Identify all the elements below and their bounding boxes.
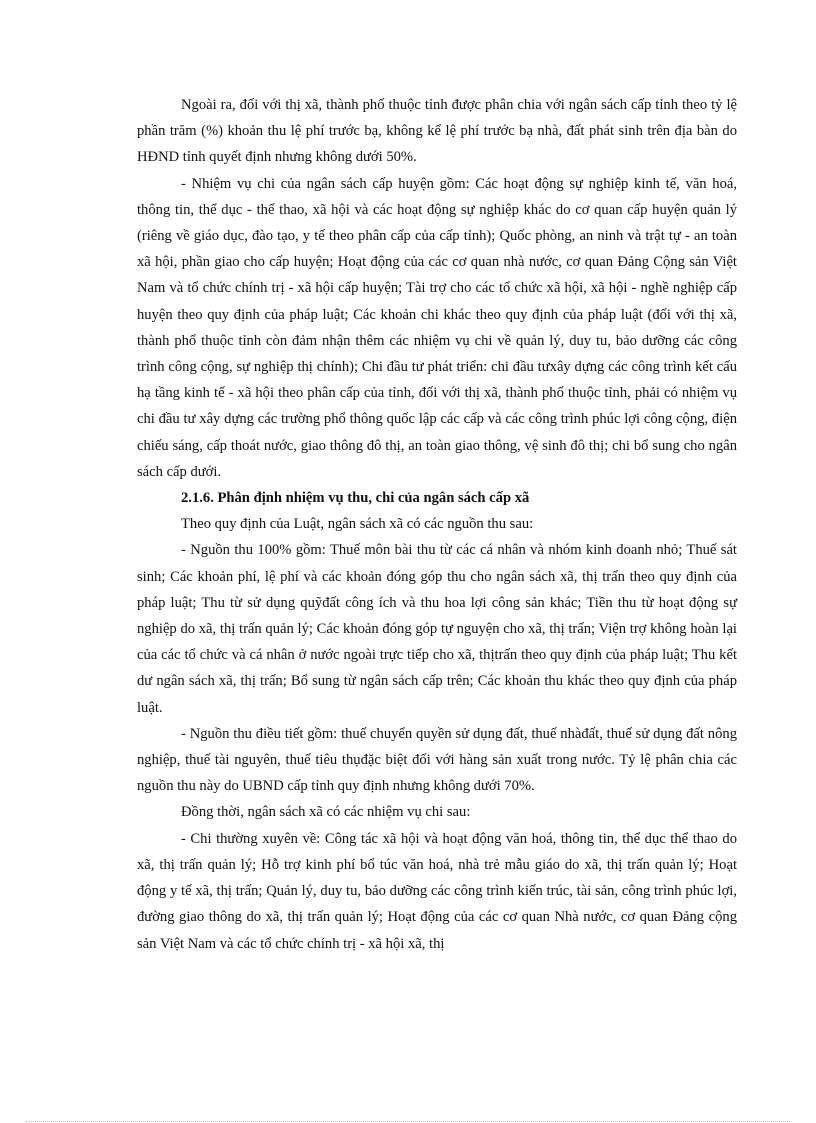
paragraph-registration-fee: Ngoài ra, đối với thị xã, thành phố thuộc tỉnh được phân chia với ngân sách cấp tỉnh theo tỷ lệ phần trăm (%) khoản thu lệ phí trước bạ, không kể lệ phí trước bạ nhà, đất phát sinh trên địa bàn do HĐND tỉnh quyết định nhưng không dưới 50%. — [137, 97, 737, 166]
paragraph-district-expenditure: - Nhiệm vụ chi của ngân sách cấp huyện gồm: Các hoạt động sự nghiệp kinh tế, văn hoá, thông tin, thể dục - thể thao, xã hội và các hoạt động sự nghiệp khác do cơ quan cấp huyện quản lý (riêng về giáo dục, đào tạo, y tế theo phân cấp của cấp tỉnh); Quốc phòng, an ninh và trật tự - an toàn xã hội, phần giao cho cấp huyện; Hoạt động của các cơ quan nhà nước, cơ quan Đảng Cộng sản Việt Nam và tổ chức chính trị - xã hội cấp huyện; Tài trợ cho các tổ chức xã hội, xã hội - nghề nghiệp cấp huyện theo quy định của pháp luật; Các khoản chi khác theo quy định của pháp luật (đối với thị xã, thành phố thuộc tỉnh còn đảm nhận thêm các nhiệm vụ chi về quản lý, duy tu, bảo dưỡng các công trình công cộng, sự nghiệp thị chính); Chi đầu tư phát triển: chi đầu tưxây dựng các công trình kết cấu hạ tầng kinh tế - xã hội theo phân cấp của tỉnh, đối với thị xã, thành phố thuộc tỉnh, phải có nhiệm vụ chi đầu tư xây dựng các trường phổ thông quốc lập các cấp và các công trình phúc lợi công cộng, điện chiếu sáng, cấp thoát nước, giao thông đô thị, an toàn giao thông, vệ sinh đô thị; chi bổ sung cho ngân sách cấp dưới. — [137, 175, 737, 480]
page-bottom-rule — [26, 1121, 790, 1122]
paragraph-recurrent-expenditure: - Chi thường xuyên về: Công tác xã hội và hoạt động văn hoá, thông tin, thể dục thể thao do xã, thị trấn quản lý; Hỗ trợ kinh phí bổ túc văn hoá, nhà trẻ mẫu giáo do xã, thị trấn quản lý; Hoạt động y tế xã, thị trấn; Quản lý, duy tu, bảo dưỡng các công trình kiến trúc, tài sản, công trình phúc lợi, đường giao thông do xã, thị trấn quản lý; Hoạt động của các cơ quan Nhà nước, cơ quan Đảng cộng sản Việt Nam và các tổ chức chính trị - xã hội xã, thị — [137, 830, 737, 952]
paragraph-commune-revenue-intro: Theo quy định của Luật, ngân sách xã có các nguồn thu sau: — [181, 516, 534, 533]
document-page — [137, 92, 737, 957]
section-heading-2-1-6: 2.1.6. Phân định nhiệm vụ thu, chi của ngân sách cấp xã — [181, 490, 530, 507]
paragraph-regulated-revenue: - Nguồn thu điều tiết gồm: thuế chuyển quyền sử dụng đất, thuế nhàđất, thuế sử dụng đất nông nghiệp, thuế tài nguyên, thuế tiêu thụđặc biệt đối với hàng sản xuất trong nước. Tỷ lệ phân chia các nguồn thu này do UBND cấp tỉnh quy định nhưng không dưới 70%. — [137, 725, 737, 795]
paragraph-commune-expenditure-intro: Đồng thời, ngân sách xã có các nhiệm vụ chi sau: — [181, 804, 471, 821]
paragraph-revenue-100-percent: - Nguồn thu 100% gồm: Thuế môn bài thu từ các cá nhân và nhóm kinh doanh nhỏ; Thuế sát sinh; Các khoản phí, lệ phí và các khoản đóng góp thu cho ngân sách xã, thị trấn theo quy định của pháp luật; Thu từ sử dụng quỹđất công ích và thu hoa lợi công sản khác; Tiền thu từ hoạt động sự nghiệp do xã, thị trấn quản lý; Các khoản đóng góp tự nguyện cho xã, thị trấn; Viện trợ không hoàn lại của các tổ chức và cá nhân ở nước ngoài trực tiếp cho xã, thịtrấn theo quy định của pháp luật; Thu kết dư ngân sách xã, thị trấn; Bổ sung từ ngân sách cấp trên; Các khoản thu khác theo quy định của pháp luật. — [137, 542, 737, 716]
